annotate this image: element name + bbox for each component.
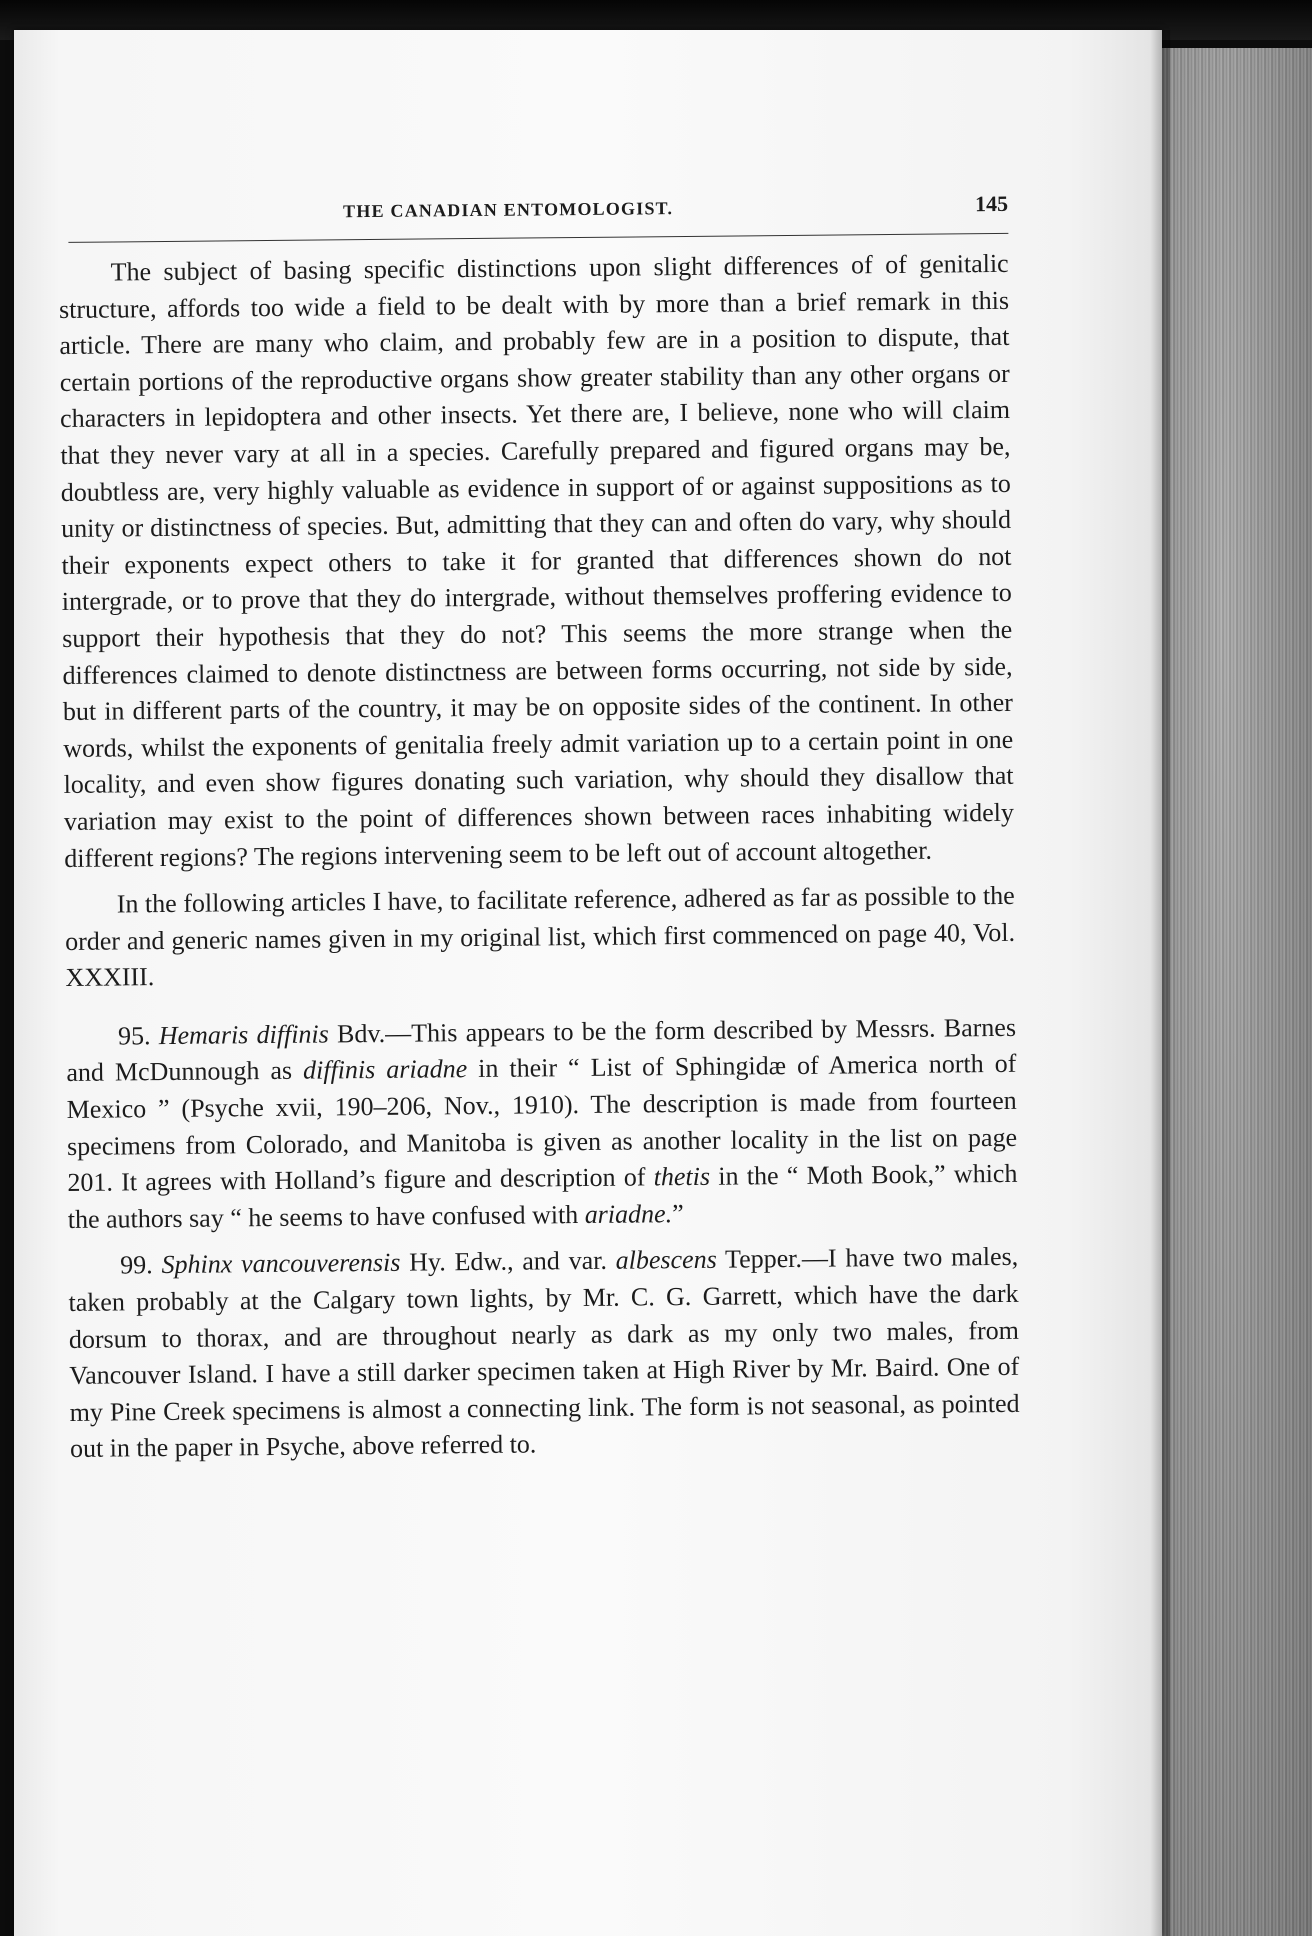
page-number: 145	[974, 190, 1009, 217]
entry-95-hemaris-diffinis	[66, 1010, 1018, 1239]
journal-title: THE CANADIAN ENTOMOLOGIST.	[343, 198, 674, 222]
entry-text: Bdv.—This appears to be the form described by Messrs. Barnes and McDunnough as	[66, 1012, 1017, 1088]
paragraph-genitalia-discussion: The subject of basing specific distinctions upon slight differences of of genitalic structure, affords too wide a field to be dealt with by more than a brief remark in this article. There are many who claim, and probably few are in a position to dispute, that certain portions of the reproductive organs show greater stability than any other organs or characters in lepidoptera and other insects. Yet there are, I believe, none who will claim that they never vary at all in a species. Carefully prepared and figured organs may be, doubtless are, very highly valuable as evidence in support of or against suppositions as to unity or distinctness of species. But, admitting that they can and often do vary, why should their exponents expect others to take it for granted that differences shown do not intergrade, or to prove that they do intergrade, without themselves proffering evidence to support their hypothesis that they do not? This seems the more strange when the differences claimed to denote distinctness are between forms occurring, not side by side, but in different parts of the country, it may be on opposite sides of the continent. In other words, whilst the exponents of genitalia freely admit variation up to a certain point in one locality, and even show figures donating such variation, why should they disallow that variation may exist to the point of differences shown between races inhabiting widely different regions? The regions intervening seem to be left out of account altogether.	[58, 248, 1015, 873]
entry-text: in the “ Moth Book,” which the authors say “ he seems to have confused with	[67, 1159, 1018, 1234]
italic-term: albescens	[615, 1245, 717, 1276]
entry-text: ”	[671, 1198, 684, 1228]
page-gutter-shadow	[1150, 30, 1170, 1936]
book-page-edges	[1162, 48, 1312, 1936]
entry-number: 95.	[117, 1021, 151, 1051]
entry-text: in their “ List of Sphingidæ of America north of Mexico ” (Psyche xvii, 190–206, Nov., 1910). The description is made from fourteen specimens from Colorado, and Manitoba is given as another locality in the list on page 201. It agrees with Holland’s figure and description of	[66, 1049, 1018, 1198]
page-content	[58, 191, 1020, 1468]
italic-term: thetis	[653, 1162, 711, 1192]
entry-number: 99.	[120, 1250, 153, 1280]
species-name: Hemaris diffinis	[158, 1019, 329, 1050]
species-name: Sphinx vancouverensis	[161, 1248, 401, 1280]
italic-term: ariadne.	[584, 1198, 673, 1229]
italic-term: diffinis ariadne	[302, 1054, 468, 1086]
paragraph-reference-note: In the following articles I have, to facilitate reference, adhered as far as possible to the order and generic names given in my original list, which first commenced on page 40, Vol. XXXIII.	[64, 880, 1016, 993]
entry-99-sphinx-vancouverensis	[68, 1239, 1020, 1468]
entry-text: Tepper.—I have two males, taken probably at the Calgary town lights, by Mr. C. G. Garrett, which have the dark dorsum to thorax, and are throughout nearly as dark as my only two males, from Vancouver Island. I have a still darker specimen taken at High River by Mr. Baird. One of my Pine Creek specimens is almost a connecting link. The form is not seasonal, as pointed out in the paper in Psyche, above referred to.	[68, 1242, 1020, 1464]
entry-text: Hy. Edw., and var.	[400, 1246, 616, 1278]
running-header	[58, 191, 1008, 236]
